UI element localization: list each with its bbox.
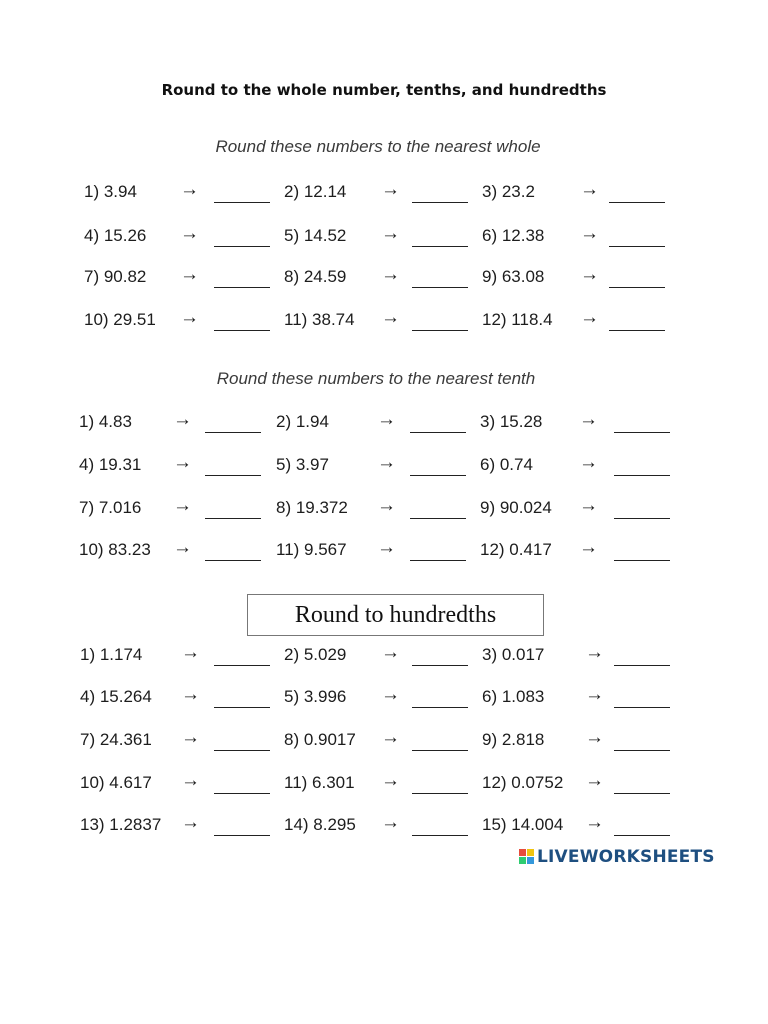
exercise-number: 4) 19.31 — [79, 455, 142, 474]
answer-blank[interactable] — [214, 665, 270, 666]
arrow-right-icon: → — [181, 684, 200, 705]
exercise-number: 13) 1.2837 — [80, 815, 162, 834]
arrow-right-icon: → — [180, 264, 199, 285]
exercise-number: 10) 4.617 — [80, 773, 152, 792]
arrow-right-icon: → — [381, 223, 400, 244]
exercise-number: 3) 15.28 — [480, 412, 543, 431]
exercise-number: 2) 5.029 — [284, 645, 347, 664]
answer-blank[interactable] — [410, 475, 466, 476]
exercise-number: 2) 12.14 — [284, 182, 347, 201]
arrow-right-icon: → — [381, 727, 400, 748]
exercise-number: 8) 0.9017 — [284, 730, 356, 749]
exercise-number: 1) 4.83 — [79, 412, 132, 431]
exercise-number: 9) 2.818 — [482, 730, 545, 749]
exercise-number: 5) 3.996 — [284, 687, 347, 706]
answer-blank[interactable] — [614, 560, 670, 561]
arrow-right-icon: → — [377, 409, 396, 430]
answer-blank[interactable] — [412, 330, 468, 331]
arrow-right-icon: → — [377, 495, 396, 516]
exercise-number: 15) 14.004 — [482, 815, 564, 834]
exercise-number: 7) 24.361 — [80, 730, 152, 749]
arrow-right-icon: → — [377, 537, 396, 558]
arrow-right-icon: → — [381, 264, 400, 285]
answer-blank[interactable] — [412, 835, 468, 836]
answer-blank[interactable] — [205, 518, 261, 519]
exercise-number: 8) 19.372 — [276, 498, 348, 517]
answer-blank[interactable] — [410, 432, 466, 433]
liveworksheets-brand — [519, 845, 715, 869]
exercise-number: 1) 1.174 — [80, 645, 143, 664]
exercise-number: 4) 15.26 — [84, 226, 147, 245]
answer-blank[interactable] — [214, 287, 270, 288]
answer-blank[interactable] — [412, 793, 468, 794]
arrow-right-icon: → — [173, 452, 192, 473]
arrow-right-icon: → — [585, 812, 604, 833]
arrow-right-icon: → — [173, 537, 192, 558]
answer-blank[interactable] — [214, 330, 270, 331]
answer-blank[interactable] — [614, 518, 670, 519]
answer-blank[interactable] — [214, 246, 270, 247]
arrow-right-icon: → — [180, 307, 199, 328]
arrow-right-icon: → — [579, 409, 598, 430]
answer-blank[interactable] — [205, 475, 261, 476]
brand-text: LIVEWORKSHEETS — [537, 847, 715, 867]
answer-blank[interactable] — [614, 835, 670, 836]
answer-blank[interactable] — [609, 246, 665, 247]
arrow-right-icon: → — [585, 684, 604, 705]
arrow-right-icon: → — [381, 642, 400, 663]
answer-blank[interactable] — [205, 432, 261, 433]
arrow-right-icon: → — [579, 537, 598, 558]
arrow-right-icon: → — [181, 642, 200, 663]
answer-blank[interactable] — [410, 518, 466, 519]
arrow-right-icon: → — [381, 307, 400, 328]
exercise-number: 1) 3.94 — [84, 182, 137, 201]
arrow-right-icon: → — [585, 727, 604, 748]
answer-blank[interactable] — [214, 793, 270, 794]
answer-blank[interactable] — [412, 665, 468, 666]
answer-blank[interactable] — [214, 707, 270, 708]
arrow-right-icon: → — [381, 179, 400, 200]
arrow-right-icon: → — [579, 495, 598, 516]
arrow-right-icon: → — [180, 223, 199, 244]
exercise-number: 12) 118.4 — [482, 310, 553, 329]
answer-blank[interactable] — [214, 750, 270, 751]
exercise-number: 8) 24.59 — [284, 267, 347, 286]
arrow-right-icon: → — [579, 452, 598, 473]
exercise-number: 10) 29.51 — [84, 310, 156, 329]
answer-blank[interactable] — [614, 475, 670, 476]
answer-blank[interactable] — [614, 793, 670, 794]
exercise-number: 3) 0.017 — [482, 645, 545, 664]
arrow-right-icon: → — [580, 179, 599, 200]
answer-blank[interactable] — [614, 665, 670, 666]
exercise-number: 14) 8.295 — [284, 815, 356, 834]
answer-blank[interactable] — [614, 750, 670, 751]
exercise-number: 4) 15.264 — [80, 687, 152, 706]
answer-blank[interactable] — [214, 202, 270, 203]
exercise-number: 9) 90.024 — [480, 498, 552, 517]
answer-blank[interactable] — [412, 246, 468, 247]
section-heading-hundredths: Round to hundredths — [247, 594, 544, 636]
arrow-right-icon: → — [180, 179, 199, 200]
answer-blank[interactable] — [412, 707, 468, 708]
arrow-right-icon: → — [181, 727, 200, 748]
answer-blank[interactable] — [609, 287, 665, 288]
exercise-number: 6) 0.74 — [480, 455, 533, 474]
exercise-number: 9) 63.08 — [482, 267, 545, 286]
section-heading-tenth: Round these numbers to the nearest tenth — [216, 369, 536, 388]
arrow-right-icon: → — [173, 495, 192, 516]
exercise-number: 11) 6.301 — [284, 773, 355, 792]
answer-blank[interactable] — [614, 707, 670, 708]
answer-blank[interactable] — [412, 202, 468, 203]
exercise-number: 12) 0.0752 — [482, 773, 564, 792]
exercise-number: 3) 23.2 — [482, 182, 535, 201]
exercise-number: 5) 14.52 — [284, 226, 347, 245]
arrow-right-icon: → — [181, 770, 200, 791]
arrow-right-icon: → — [585, 642, 604, 663]
arrow-right-icon: → — [580, 264, 599, 285]
answer-blank[interactable] — [609, 330, 665, 331]
exercise-number: 2) 1.94 — [276, 412, 329, 431]
arrow-right-icon: → — [377, 452, 396, 473]
exercise-number: 11) 9.567 — [276, 540, 347, 559]
answer-blank[interactable] — [412, 287, 468, 288]
liveworksheets-logo-icon — [519, 849, 535, 865]
section-heading-whole: Round these numbers to the nearest whole — [215, 137, 541, 156]
arrow-right-icon: → — [580, 223, 599, 244]
arrow-right-icon: → — [181, 812, 200, 833]
answer-blank[interactable] — [412, 750, 468, 751]
answer-blank[interactable] — [609, 202, 665, 203]
arrow-right-icon: → — [580, 307, 599, 328]
answer-blank[interactable] — [214, 835, 270, 836]
exercise-number: 7) 90.82 — [84, 267, 147, 286]
exercise-number: 7) 7.016 — [79, 498, 142, 517]
exercise-number: 6) 12.38 — [482, 226, 545, 245]
exercise-number: 6) 1.083 — [482, 687, 545, 706]
page-title: Round to the whole number, tenths, and hundredths — [161, 81, 607, 99]
answer-blank[interactable] — [410, 560, 466, 561]
arrow-right-icon: → — [381, 812, 400, 833]
arrow-right-icon: → — [381, 770, 400, 791]
exercise-number: 12) 0.417 — [480, 540, 552, 559]
answer-blank[interactable] — [614, 432, 670, 433]
arrow-right-icon: → — [381, 684, 400, 705]
arrow-right-icon: → — [173, 409, 192, 430]
answer-blank[interactable] — [205, 560, 261, 561]
arrow-right-icon: → — [585, 770, 604, 791]
exercise-number: 10) 83.23 — [79, 540, 151, 559]
exercise-number: 11) 38.74 — [284, 310, 355, 329]
exercise-number: 5) 3.97 — [276, 455, 329, 474]
